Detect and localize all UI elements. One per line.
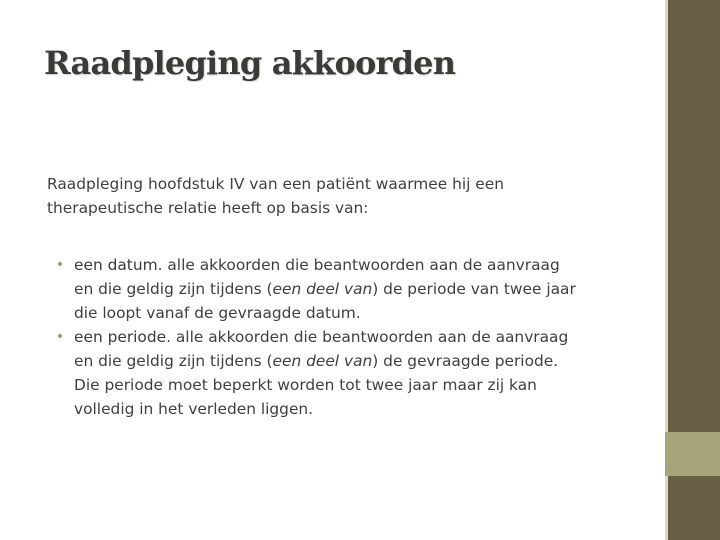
decorative-sidebar (665, 0, 720, 540)
bullet-emphasis: een deel van (272, 352, 373, 370)
bullet-text: ) de gevraagde periode. Die periode moet beperkt worden tot twee jaar maar zij kan volledig in het verleden liggen. (74, 352, 559, 418)
bullet-dot-icon: • (56, 329, 65, 345)
bullet-text: . alle akkoorden die beantwoorden aan de aanvraag en die geldig zijn tijdens ( (74, 256, 560, 298)
bullet-text: . alle akkoorden die beantwoorden aan de aanvraag en die geldig zijn tijdens ( (74, 328, 569, 370)
slide-title: Raadpleging akkoorden (44, 44, 456, 82)
bullet-text: ) de periode van twee jaar die loopt vanaf de gevraagde datum. (74, 280, 576, 322)
bullet-item-periode (56, 325, 576, 421)
bullet-emphasis: een deel van (272, 280, 373, 298)
bullet-term: een periode (74, 328, 167, 346)
bullet-item-datum (56, 253, 576, 325)
bullet-list (56, 253, 576, 421)
bullet-term: een datum (74, 256, 158, 274)
intro-paragraph: Raadpleging hoofdstuk IV van een patiënt waarmee hij een therapeutische relatie heeft op basis van: (47, 175, 504, 217)
bullet-dot-icon: • (56, 257, 65, 273)
sidebar-accent-band (665, 432, 720, 476)
